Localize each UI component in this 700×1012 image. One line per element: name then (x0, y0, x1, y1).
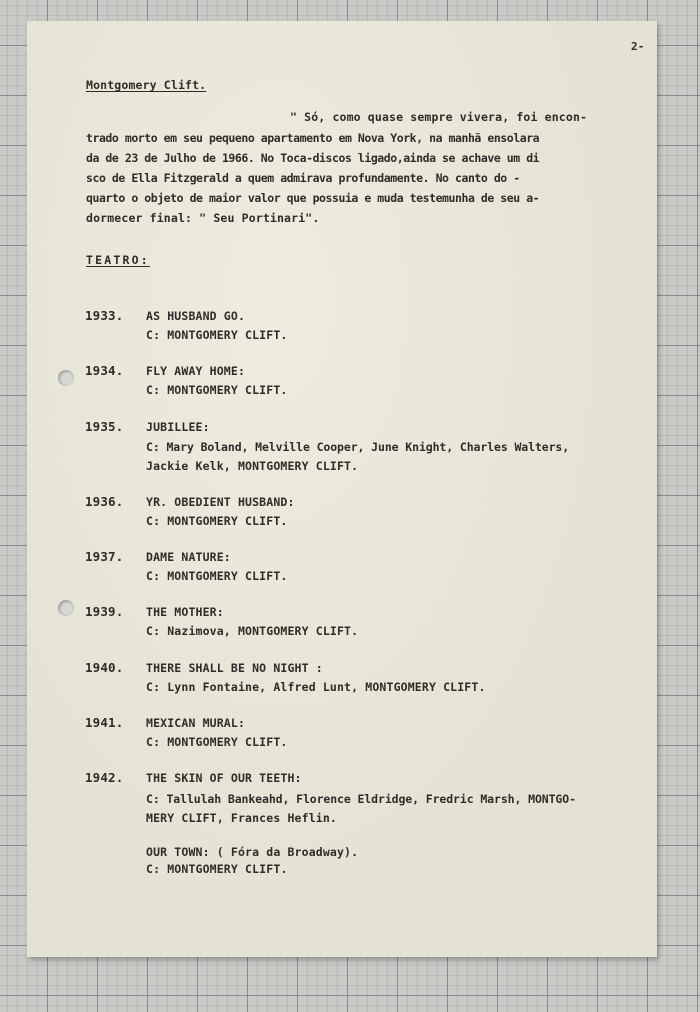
entry-title: THE SKIN OF OUR TEETH: (146, 771, 302, 785)
typed-page (27, 21, 657, 957)
entry-title: FLY AWAY HOME: (146, 364, 246, 378)
entry-cast: C: MONTGOMERY CLIFT. (146, 383, 288, 397)
entry-title: AS HUSBAND GO. (146, 309, 246, 323)
document-heading: Montgomery Clift. (86, 78, 207, 92)
quote-line: sco de Ella Fitzgerald a quem admirava profundamente. No canto do - (86, 171, 520, 185)
entry-cast: Jackie Kelk, MONTGOMERY CLIFT. (146, 459, 359, 473)
entry-year: 1939. (85, 604, 124, 619)
quote-line: quarto o objeto de maior valor que possuia e muda testemunha de seu a- (86, 191, 540, 205)
quote-line: " Só, como quase sempre vivera, foi encon- (290, 110, 588, 124)
entry-year: 1936. (85, 494, 124, 509)
entry-cast: C: Lynn Fontaine, Alfred Lunt, MONTGOMERY CLIFT. (146, 680, 486, 694)
entry-cast: C: MONTGOMERY CLIFT. (146, 735, 288, 749)
entry-year: 1940. (85, 660, 124, 675)
entry-cast: C: Mary Boland, Melville Cooper, June Knight, Charles Walters, (146, 440, 570, 454)
quote-line: trado morto em seu pequeno apartamento em Nova York, na manhã ensolara (86, 131, 540, 145)
entry-title: OUR TOWN: ( Fóra da Broadway). (146, 845, 359, 859)
entry-cast: C: Tallulah Bankeahd, Florence Eldridge, Fredric Marsh, MONTGO- (146, 792, 576, 806)
page-number: 2- (631, 40, 645, 53)
entry-title: JUBILLEE: (146, 420, 210, 434)
entry-cast: C: MONTGOMERY CLIFT. (146, 862, 288, 876)
entry-cast: MERY CLIFT, Frances Heflin. (146, 811, 337, 825)
quote-line: da de 23 de Julho de 1966. No Toca-discos ligado,ainda se achave um di (86, 151, 540, 165)
entry-year: 1935. (85, 419, 124, 434)
section-title: TEATRO: (86, 253, 150, 267)
entry-year: 1937. (85, 549, 124, 564)
quote-line: dormecer final: " Seu Portinari". (86, 211, 320, 225)
entry-title: THE MOTHER: (146, 605, 224, 619)
entry-cast: C: MONTGOMERY CLIFT. (146, 328, 288, 342)
entry-title: YR. OBEDIENT HUSBAND: (146, 495, 295, 509)
entry-title: MEXICAN MURAL: (146, 716, 246, 730)
entry-year: 1942. (85, 770, 124, 785)
entry-title: THERE SHALL BE NO NIGHT : (146, 661, 323, 675)
entry-cast: C: MONTGOMERY CLIFT. (146, 514, 288, 528)
entry-year: 1941. (85, 715, 124, 730)
punch-hole (58, 370, 74, 386)
entry-cast: C: Nazimova, MONTGOMERY CLIFT. (146, 624, 359, 638)
entry-title: DAME NATURE: (146, 550, 231, 564)
entry-year: 1934. (85, 363, 124, 378)
entry-cast: C: MONTGOMERY CLIFT. (146, 569, 288, 583)
punch-hole (58, 600, 74, 616)
entry-year: 1933. (85, 308, 124, 323)
